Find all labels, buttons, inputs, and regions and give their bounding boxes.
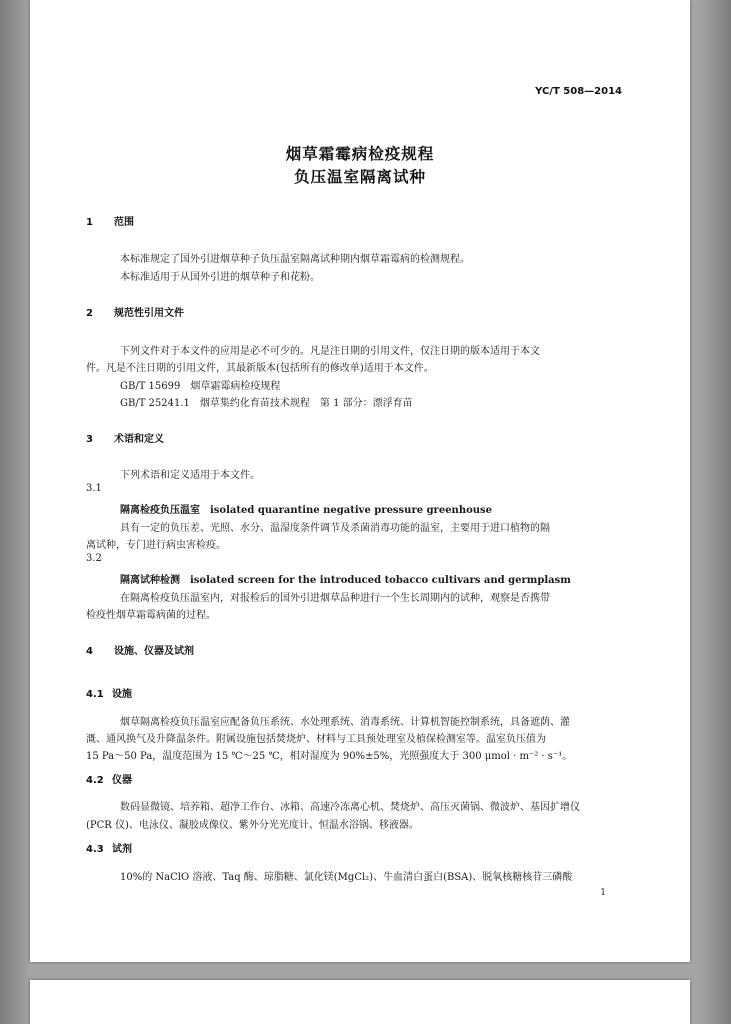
section-4-2-line-1: 数码显微镜、培养箱、超净工作台、冰箱、高速冷冻离心机、焚烧炉、高压灭菌锅、微波炉、基因扩增仪 — [120, 802, 580, 813]
section-4-3-line-1: 10%的 NaClO 溶液、Taq 酶、琼脂糖、氯化镁(MgCl₂)、牛血清白蛋白(BSA)、脱氧核糖核苷三磷酸 — [120, 872, 573, 883]
section-3-intro: 下列术语和定义适用于本文件。 — [120, 470, 260, 481]
document-page — [30, 0, 690, 962]
term-3-2-english: isolated screen for the introduced tobacco cultivars and germplasm — [190, 575, 571, 586]
document-subtitle: 负压温室隔离试种 — [293, 168, 426, 186]
term-3-1-title — [120, 501, 492, 516]
term-3-1-english: isolated quarantine negative pressure greenhouse — [210, 505, 493, 516]
next-document-page — [30, 980, 690, 1024]
section-4-1-number: 4.1 — [86, 689, 104, 700]
reference-gb-t-15699: GB/T 15699 烟草霜霉病检疫规程 — [120, 381, 281, 392]
term-3-1-chinese: 隔离检疫负压温室 — [120, 505, 200, 516]
section-4-3-title: 试剂 — [112, 844, 132, 855]
term-3-1-definition-line-2: 离试种，专门进行病虫害检疫。 — [86, 540, 226, 551]
section-1-title: 范围 — [114, 217, 134, 228]
section-3-number: 3 — [86, 434, 93, 445]
section-4-3-number: 4.3 — [86, 844, 104, 855]
section-4-2-line-2: (PCR 仪)、电泳仪、凝胶成像仪、紫外分光光度计、恒温水浴锅、移液器。 — [86, 820, 419, 831]
section-4-2-number: 4.2 — [86, 775, 104, 786]
term-3-2-definition-line-2: 检疫性烟草霜霉病菌的过程。 — [86, 610, 216, 621]
term-3-2-chinese: 隔离试种检测 — [120, 575, 180, 586]
section-1-number: 1 — [86, 217, 93, 228]
section-4-3-heading — [86, 840, 132, 855]
section-2-number: 2 — [86, 308, 93, 319]
term-3-2-number: 3.2 — [86, 553, 102, 564]
term-3-2-definition-line-1: 在隔离检疫负压温室内，对报检后的国外引进烟草品种进行一个生长周期内的试种，观察是否携带 — [120, 593, 550, 604]
section-1-paragraph-2: 本标准适用于从国外引进的烟草种子和花粉。 — [120, 272, 320, 283]
section-4-1-title: 设施 — [112, 689, 132, 700]
standard-number: YC/T 508—2014 — [535, 86, 622, 97]
section-4-heading — [86, 642, 194, 657]
section-3-heading — [86, 430, 164, 445]
section-3-title: 术语和定义 — [114, 434, 164, 445]
term-3-2-title — [120, 571, 571, 586]
section-2-title: 规范性引用文件 — [114, 308, 184, 319]
page-number: 1 — [600, 888, 606, 898]
section-4-1-line-2: 溉、通风换气及升降温条件。附属设施包括焚烧炉、材料与工具预处理室及植保检测室等。温室负压值为 — [86, 734, 546, 745]
term-3-1-number: 3.1 — [86, 483, 102, 494]
section-4-1-heading — [86, 685, 132, 700]
section-4-1-line-3: 15 Pa～50 Pa，温度范围为 15 ℃～25 ℃，相对湿度为 90%±5%，光照强度大于 300 μmol · m⁻² · s⁻¹。 — [86, 751, 573, 762]
reference-gb-t-25241-1: GB/T 25241.1 烟草集约化育苗技术规程 第 1 部分：漂浮育苗 — [120, 398, 413, 409]
section-4-number: 4 — [86, 646, 93, 657]
section-2-paragraph-line-1: 下列文件对于本文件的应用是必不可少的。凡是注日期的引用文件，仅注日期的版本适用于本文 — [120, 346, 540, 357]
term-3-1-definition-line-1: 具有一定的负压差、光照、水分、温湿度条件调节及杀菌消毒功能的温室，主要用于进口植物的隔 — [120, 523, 550, 534]
section-4-2-title: 仪器 — [112, 775, 132, 786]
document-title: 烟草霜霉病检疫规程 — [285, 145, 435, 163]
section-4-1-line-1: 烟草隔离检疫负压温室应配备负压系统、水处理系统、消毒系统、计算机智能控制系统，具备遮荫、灌 — [120, 717, 570, 728]
section-1-heading — [86, 213, 134, 228]
section-2-paragraph-line-2: 件。凡是不注日期的引用文件，其最新版本(包括所有的修改单)适用于本文件。 — [86, 363, 434, 374]
section-4-title: 设施、仪器及试剂 — [114, 646, 194, 657]
section-4-2-heading — [86, 771, 132, 786]
section-1-paragraph-1: 本标准规定了国外引进烟草种子负压温室隔离试种期内烟草霜霉病的检测规程。 — [120, 254, 470, 265]
section-2-heading — [86, 304, 184, 319]
